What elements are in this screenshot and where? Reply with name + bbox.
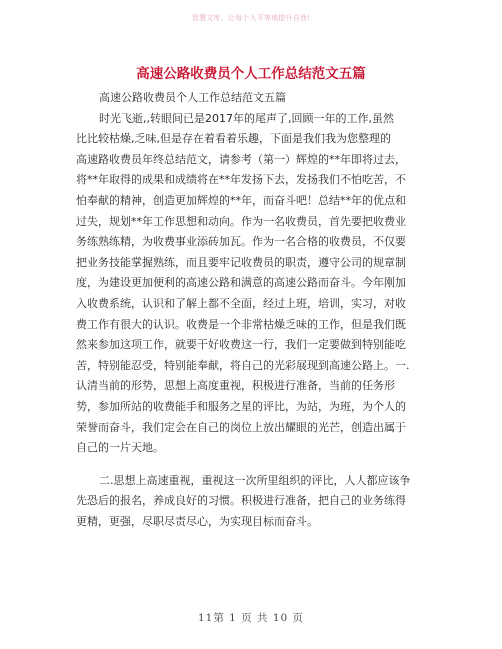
para1-line: 然来参加这项工作，就要干好收费这一行，我们一定要做到特别能吃 (76, 338, 406, 352)
para1-line: 务练熟练精，为收费事业添砖加瓦。作为一名合格的收费员，不仅要 (76, 235, 406, 249)
document-body (76, 88, 426, 532)
para1-line: 势，参加所站的收费能手和服务之星的评比，为站，为班，为个人的 (76, 399, 406, 413)
paragraph-2 (76, 471, 426, 533)
para1-line: 怕奉献的精神，创造更加辉煌的**年，而奋斗吧！总结**年的优点和 (76, 193, 406, 207)
para1-line: 度，为建设更加便利的高速公路和满意的高速公路而奋斗。今年刚加 (76, 276, 406, 290)
para2-line: 先恐后的报名，养成良好的习惯。积极进行准备，把自己的业务练得 (76, 494, 406, 508)
para1-line: 时光飞逝,,转眼间已是2017年的尾声了,回顾一年的工作,虽然 (99, 111, 394, 125)
page-number-footer: 11第 1 页 共 10 页 (197, 612, 305, 624)
paragraph-gap (76, 459, 426, 471)
para1-line: 把业务技能掌握熟练，而且要牢记收费员的职责，遵守公司的规章制 (76, 255, 406, 269)
para1-line: 认清当前的形势，思想上高度重视，积极进行准备，当前的任务形 (76, 379, 395, 393)
document-title: 高速公路收费员个人工作总结范文五篇 (136, 66, 366, 82)
header-watermark: 智慧文库，让每个人平等地提升自我! (191, 14, 311, 22)
para1-line: 高速路收费员年终总结范文，请参考（第一）辉煌的**年即将过去， (76, 152, 406, 166)
para1-line: 费工作有很大的认识。收费是一个非常枯燥乏味的工作，但是我们既 (76, 317, 406, 331)
para1-line: 过失，规划**年工作思想和动向。作为一名收费员，首先要把收费业 (76, 214, 406, 228)
para1-line: 将**年取得的成果和成绩将在**年发扬下去，发扬我们不怕吃苦，不 (76, 173, 406, 187)
para1-line: 荣誉而奋斗，我们定会在自己的岗位上放出耀眼的光芒，创造出属于 (76, 420, 406, 434)
para2-line: 更精，更强，尽职尽责尽心，为实现目标而奋斗。 (76, 514, 318, 528)
para1-line: 苦，特别能忍受，特别能奉献，将自己的光彩展现到高速公路上。一. (76, 358, 410, 372)
para1-line: 比比较枯燥,乏味,但是存在着看着乐趣，下面是我们我为您整理的 (76, 132, 391, 146)
subtitle-line: 高速公路收费员个人工作总结范文五篇 (99, 91, 286, 104)
paragraph-1 (76, 109, 426, 459)
para1-line: 自己的一片天地。 (76, 441, 164, 455)
para2-line: 二.思想上高速重视，重视这一次所里组织的评比，人人都应该争 (99, 473, 411, 487)
para1-line: 入收费系统，认识和了解上都不全面，经过上班，培训，实习，对收 (76, 296, 406, 310)
